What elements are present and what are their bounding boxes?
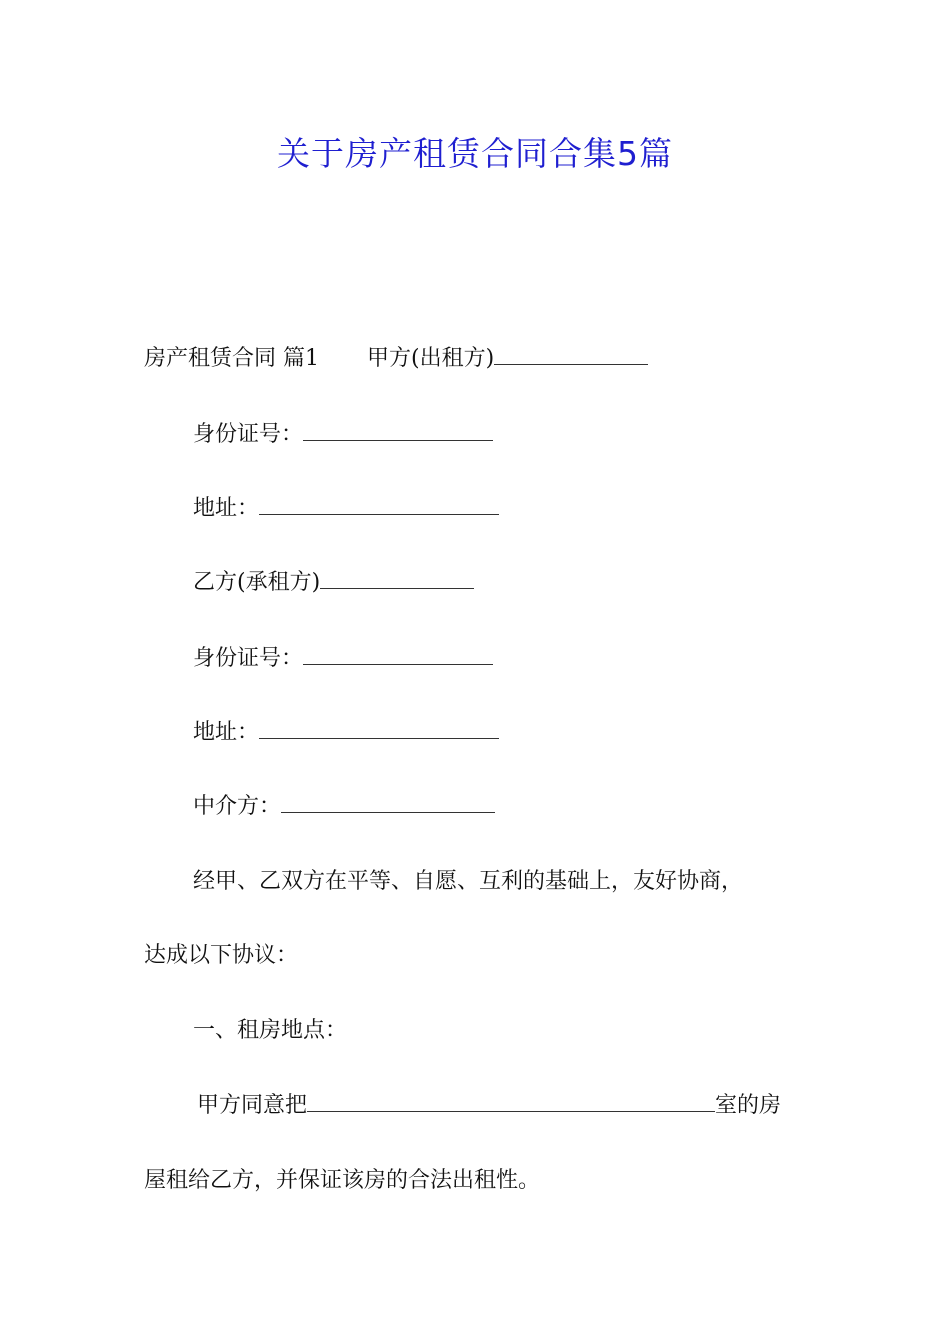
- party-b-label: 乙方(承租方): [193, 570, 321, 595]
- party-a-address-blank[interactable]: [259, 494, 499, 515]
- address-label: 地址：: [193, 496, 260, 521]
- address-label: 地址：: [193, 720, 260, 745]
- intro-paragraph-line-1: 经甲、乙双方在平等、自愿、互利的基础上，友好协商，: [193, 869, 744, 894]
- contract-header-line: [144, 344, 648, 374]
- intro-paragraph-line-2: 达成以下协议：: [144, 943, 299, 968]
- party-b-address-line: [193, 718, 499, 748]
- location-text-end: 室的房: [715, 1093, 782, 1118]
- id-label: 身份证号：: [193, 422, 304, 447]
- party-b-id-line: [193, 644, 493, 674]
- agent-blank[interactable]: [281, 792, 495, 813]
- location-line-2: 屋租给乙方，并保证该房的合法出租性。: [144, 1168, 541, 1193]
- agent-line: [193, 792, 495, 822]
- party-a-id-line: [193, 420, 493, 450]
- document-title: 关于房产租赁合同合集5篇: [277, 134, 673, 173]
- party-a-address-line: [193, 494, 499, 524]
- party-a-label: 甲方(出租方): [367, 346, 495, 371]
- agent-label: 中介方：: [193, 794, 282, 819]
- location-text-start: 甲方同意把: [197, 1093, 308, 1118]
- party-a-blank[interactable]: [494, 344, 648, 365]
- section-heading-location: 一、租房地点：: [193, 1018, 348, 1043]
- party-b-line: [193, 568, 474, 598]
- id-label: 身份证号：: [193, 646, 304, 671]
- location-line: [197, 1091, 781, 1121]
- party-a-id-blank[interactable]: [303, 420, 493, 441]
- contract-number: 房产租赁合同 篇1: [144, 346, 319, 371]
- party-b-blank[interactable]: [320, 568, 474, 589]
- party-b-address-blank[interactable]: [259, 718, 499, 739]
- party-b-id-blank[interactable]: [303, 644, 493, 665]
- location-blank[interactable]: [307, 1091, 715, 1112]
